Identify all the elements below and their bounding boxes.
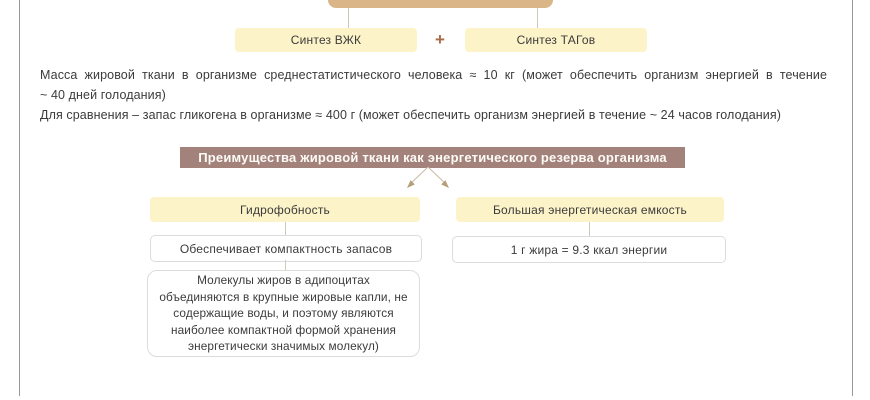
advantages-header: Преимущества жировой ткани как энергетического резерва организма	[180, 147, 685, 168]
energy-capacity-box	[456, 197, 724, 222]
slide-right-border	[852, 0, 853, 396]
parent-process-box	[328, 0, 553, 8]
glycogen-line: Для сравнения – запас гликогена в организме ≈ 400 г (может обеспечить организм энергией в течение ~ 24 часов голодания)	[40, 108, 782, 122]
intro-text-block	[40, 65, 827, 125]
synthesis-fa-label: Синтез ВЖК	[290, 33, 362, 47]
connector-line-left	[348, 8, 349, 28]
synthesis-fa-box	[235, 28, 417, 52]
connector-line-note	[285, 260, 286, 270]
starvation-line: ~ 40 дней голодания)	[40, 88, 166, 102]
slide-left-border	[19, 0, 20, 396]
connector-line-right	[537, 8, 538, 28]
plus-sign: +	[435, 30, 445, 49]
lipid-droplet-note-box	[147, 270, 420, 357]
fat-mass-line: Масса жировой ткани в организме среднестатистического человека ≈ 10 кг (может обеспечить организм энергией в течение	[40, 68, 827, 82]
fork-arrows-icon	[400, 164, 456, 192]
energy-capacity-label: Большая энергетическая емкость	[492, 202, 688, 217]
hydrophobicity-box	[150, 197, 420, 222]
connector-line-hydro	[285, 222, 286, 235]
synthesis-tag-box	[465, 28, 647, 52]
synthesis-tag-label: Синтез ТАГов	[516, 33, 596, 47]
hydrophobicity-label: Гидрофобность	[240, 202, 330, 217]
compactness-label: Обеспечивает компактность запасов	[179, 241, 393, 256]
kcal-box	[452, 236, 726, 263]
kcal-label: 1 г жира = 9.3 ккал энергии	[510, 242, 668, 257]
lipid-droplet-note: Молекулы жиров в адипоцитах объединяются в крупные жировые капли, не содержащие воды, и поэтому являются наиболее компактной формой хранения энергетически значимых молекул)	[159, 273, 408, 354]
connector-line-energy	[589, 222, 590, 236]
compactness-box	[150, 235, 422, 262]
